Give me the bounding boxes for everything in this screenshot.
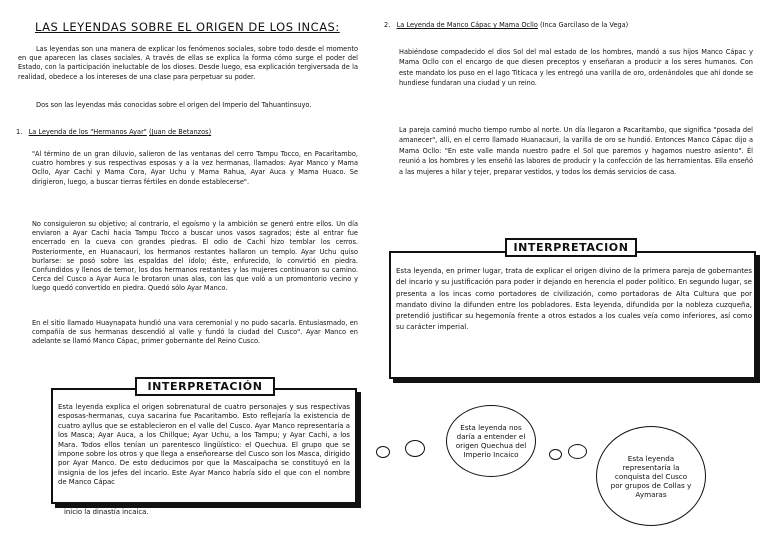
interpretation-heading: INTERPRETACIÓN xyxy=(135,377,275,396)
section-author: (Juan de Betanzos) xyxy=(148,128,212,136)
thought-bubble-small xyxy=(376,446,390,458)
intro-paragraph: Las leyendas son una manera de explicar los fenómenos sociales, sobre todo desde el momento en que aparecen las clases sociales. A través de ellas se explica la forma cómo surge el poder del Estado, con la participación ineluctable de los dioses. Desde luego, esa explicación tergiversada de la realidad, obedece a los intereses de una clase para perpetuar su poder. xyxy=(18,45,358,81)
legend-quote: "Al término de un gran diluvio, salieron de las ventanas del cerro Tampu Tocco, en Pacaritambo, cuatro hombres y sus respectivas esposas y a la vez hermanas, llamados: Ayar Manco y Mama Ocllo, Ayar Cachi y Mama Cora, Ayar Uchu y Mama Rahua, Ayar Auca y Mama Huaco. Se dirigieron, luego, a buscar tierras fértiles en donde establecerse". xyxy=(32,150,358,186)
thought-cloud-quechua: Esta leyenda nos daría a entender el origen Quechua del Imperio Incaico xyxy=(446,405,536,477)
thought-bubble-medium xyxy=(405,440,425,457)
legend-story-paragraph: No consiguieron su objetivo; al contrario, el egoísmo y la ambición se generó entre ellos. Un día enviaron a Ayar Cachi hacia Tampu Tocco a buscar unos vasos sagrados; éste al entrar fue encerrado en la cueva con grandes piedras. El odio de Cachi hizo temblar los cerros. Posteriormente, en Huanacauri, los hermanos restantes hallaron un templo. Ayar Uchu quiso burlarse: se posó sobre las espaldas del ídolo; éste, enfurecido, lo convirtió en piedra. Confundidos y llenos de temor, los dos hermanos restantes y las mujeres continuaron su camino. Cerca del Cusco a Ayar Auca le brotaron unas alas, con las que voló a un promontorio vecino y luego quedó convertido en piedra. Quedó sólo Ayar Manco. xyxy=(32,220,358,293)
interpretation-heading: INTERPRETACION xyxy=(505,238,637,257)
thought-cloud-collas: Esta leyenda representaría la conquista del Cusco por grupos de Collas y Aymaras xyxy=(596,426,706,526)
interpretation-text: Esta leyenda, en primer lugar, trata de explicar el origen divino de la primera pareja de gobernantes del incario y su justificación para poder ir dejando en herencia el poder político. En segundo lugar, se presenta a los incas como portadores de civilización, como portadoras de Alta Cultura que por mandato divino la difunden entre los pobladores. Esta leyenda, difundida por la nobleza cuzqueña, pretendió justificar su hegemonía frente a otros estados a los cuales veía como inferiores, así como su carácter imperial. xyxy=(396,267,752,332)
page-title: LAS LEYENDAS SOBRE EL ORIGEN DE LOS INCAS: xyxy=(35,20,340,34)
interpretation-box-right xyxy=(389,251,756,379)
section-number: 2. xyxy=(384,21,391,29)
legend-paragraph-2: La pareja caminó mucho tiempo rumbo al norte. Un día llegaron a Pacaritambo, que significa "posada del amanecer", allí, en el cerro llamado Huanacauri, la varilla de oro se hundió. Entonces Manco Cápac dijo a Mama Ocllo: "En este valle manda nuestro padre el Sol que paremos y hagamos nuestro asiento". Él reunió a los hombres y les enseñó las labores de producir y la confección de las herramientas. Ella enseñó a las mujeres a hilar y tejer, preparar vestidos, y todos los demás servicios de casa. xyxy=(399,126,753,176)
thought-bubble-medium xyxy=(568,444,587,459)
interpretation-box-left xyxy=(51,388,357,504)
thought-bubble-small xyxy=(549,449,562,460)
section-heading-1 xyxy=(16,128,356,137)
interpretation-text: Esta leyenda explica el origen sobrenatural de cuatro personajes y sus respectivas esposas-hermanas, cuya sacarina fue Pacaritambo. Esto reflejaría la existencia de cuatro ayllus que se establecieron en el valle del Cusco. Ayar Manco representaría a los Masca; Ayar Auca, a los Chillque; Ayar Uchu, a los Tampu; y Ayar Cachi, a los Mara. Todos ellos tenían un parentesco lingüístico: el Quechua. El grupo que se impone sobre los otros y que llega a enseñorearse del Cusco son los Masca, dirigido por Ayar Manco. De esto deducimos por que la Mascaipacha se constituyó en la insignia de los jefes del incario. Este Ayar Manco habría sido el que con el nombre de Manco Cápac xyxy=(58,403,350,487)
section-heading-2 xyxy=(384,21,754,30)
section-number: 1. xyxy=(16,128,23,136)
interpretation-text-tail: inicio la dinastía incaica. xyxy=(64,508,149,516)
intro-paragraph-2: Dos son las leyendas más conocidas sobre el origen del Imperio del Tahuantinsuyo. xyxy=(36,101,312,109)
section-title: La Leyenda de los "Hermanos Ayar" xyxy=(28,128,147,136)
section-author: (Inca Garcilaso de la Vega) xyxy=(539,21,629,29)
section-title: La Leyenda de Manco Cápac y Mama Ocllo xyxy=(396,21,538,29)
legend-story-paragraph-2: En el sitio llamado Huaynapata hundió una vara ceremonial y no pudo sacarla. Entusiasmado, en compañía de sus hermanas descendió al valle y fundó la ciudad del Cusco". Ayar Manco en adelante se llamó Manco Cápac, primer gobernante del Reino Cusco. xyxy=(32,319,358,346)
legend-paragraph-1: Habiéndose compadecido el dios Sol del mal estado de los hombres, mandó a sus hijos Manco Cápac y Mama Ocllo con el encargo de que diesen preceptos y enseñaran a producir a los seres humanos. Con este mandato los puso en el lago Titicaca y les entregó una varilla de oro, ordenándoles que ahí donde se hundiese fundaran una ciudad y un reino. xyxy=(399,48,753,88)
